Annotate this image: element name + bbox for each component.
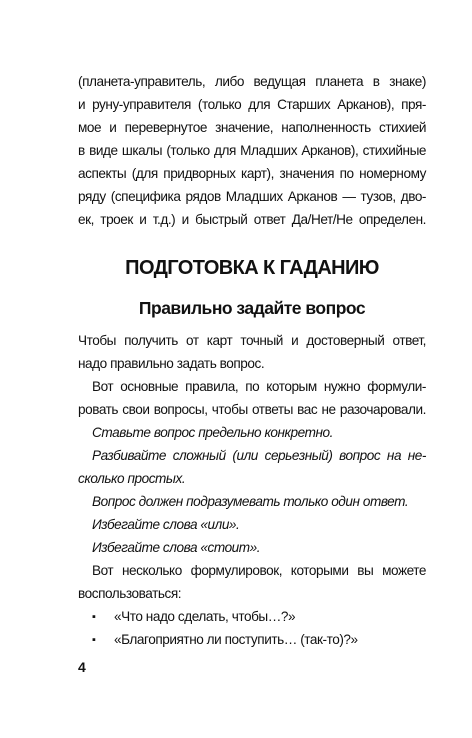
intro-line: мое и перевернутое значение, наполненность стихией	[78, 120, 426, 135]
rule-text: Вопрос должен подразумевать только один ответ.	[92, 494, 409, 509]
list-item	[92, 630, 426, 650]
page-number: 4	[78, 659, 86, 675]
bullet-icon: ▪	[92, 634, 96, 646]
bullet-icon: ▪	[92, 611, 96, 623]
intro-line: аспекты (для придворных карт), значения по номерному	[78, 166, 426, 181]
list-item-text: «Что надо сделать, чтобы…?»	[114, 609, 296, 624]
intro-line: в виде шкалы (только для Младших Арканов), стихийные	[78, 143, 426, 158]
intro-line: ряду (специфика рядов Младших Арканов — тузов, дво-	[78, 189, 426, 204]
rule-text: сколько простых.	[78, 471, 186, 486]
subsection-title: Правильно задайте вопрос	[138, 298, 366, 318]
paragraph-line: Вот основные правила, по которым нужно формули-	[92, 379, 426, 394]
rule-text: Избегайте слова «или».	[92, 517, 240, 532]
list-item	[92, 607, 426, 627]
paragraph-line: надо правильно задать вопрос.	[78, 356, 265, 371]
paragraph-line: Вот несколько формулировок, которыми вы можете	[92, 563, 426, 578]
paragraph-line: ровать свои вопросы, чтобы ответы вас не разочаровали.	[78, 402, 426, 417]
section-title: ПОДГОТОВКА К ГАДАНИЮ	[125, 257, 379, 279]
intro-line: и руну-управителя (только для Старших Арканов), пря-	[78, 97, 426, 112]
paragraph-line: Чтобы получить от карт точный и достоверный ответ,	[78, 333, 426, 348]
intro-line: (планета-управитель, либо ведущая планета в знаке)	[78, 74, 426, 89]
intro-line: ек, троек и т.д.) и быстрый ответ Да/Нет/Не определен.	[78, 212, 426, 227]
rule-text: Избегайте слова «стоит».	[92, 540, 261, 555]
rule-text: Разбивайте сложный (или серьезный) вопрос на не-	[92, 448, 426, 463]
rule-text: Ставьте вопрос предельно конкретно.	[92, 425, 333, 440]
list-item-text: «Благоприятно ли поступить… (так-то)?»	[114, 632, 358, 647]
paragraph-line: воспользоваться:	[78, 586, 182, 601]
